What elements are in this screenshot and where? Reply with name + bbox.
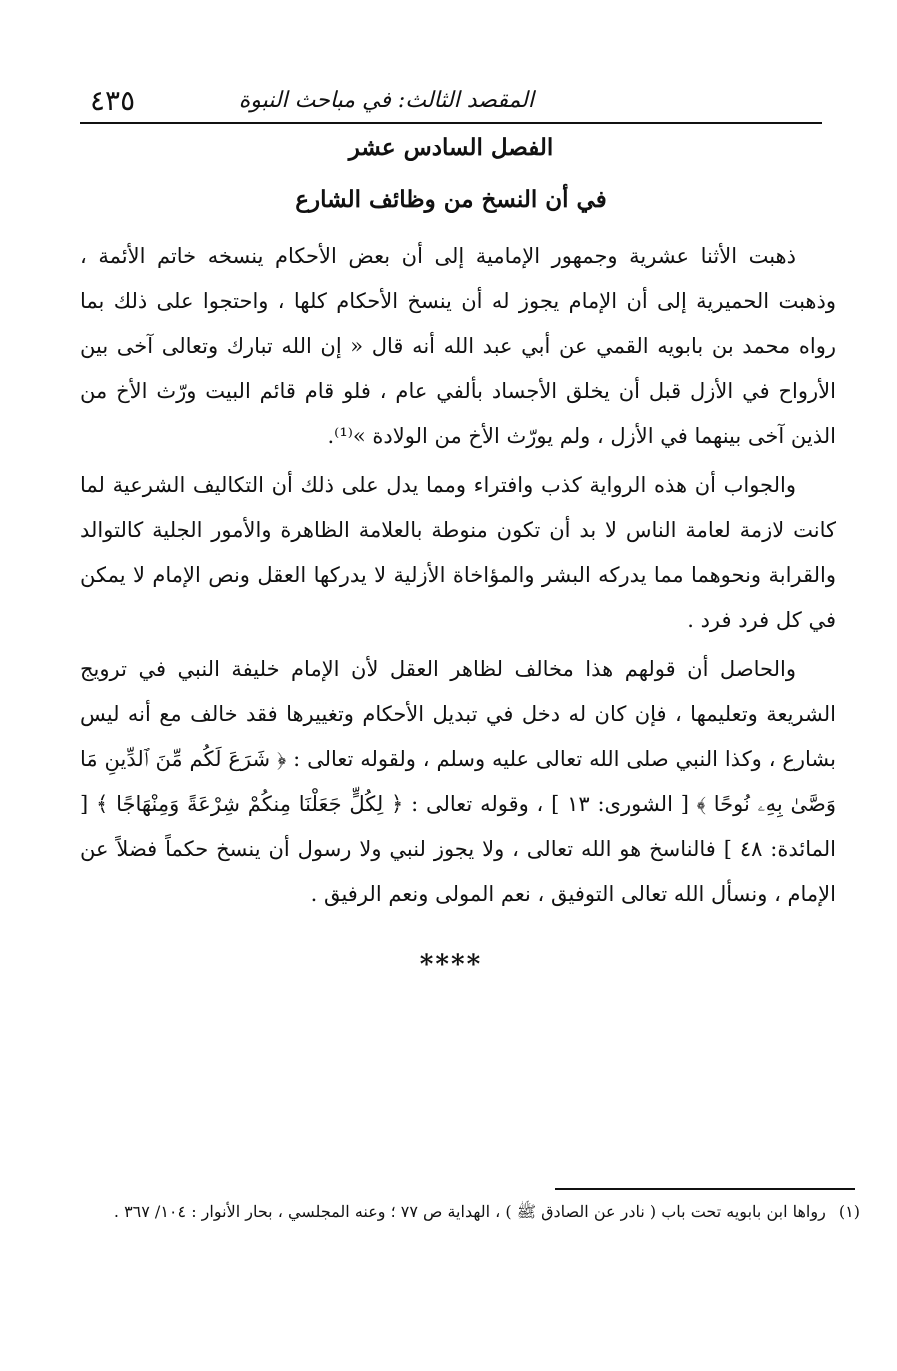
header-rule bbox=[80, 122, 822, 124]
paragraph: والحاصل أن قولهم هذا مخالف لظاهر العقل لأن الإمام خليفة النبي في ترويج الشريعة وتعليمها ، فإن كان له دخل في تبديل الأحكام وتغييرها فقد خالف مع أنه ليس بشارع ، وكذا النبي صلى الله تعالى عليه وسلم ، ولقوله تعالى : ﴿ شَرَعَ لَكُم مِّنَ ٱلدِّينِ مَا وَصَّىٰ بِهِۦ نُوحًا ﴾ [ الشورى: ١٣ ] ، وقوله تعالى : ﴿ لِكُلٍّ جَعَلْنَا مِنكُمْ شِرْعَةً وَمِنْهَاجًا ﴾ [ المائدة: ٤٨ ] فالناسخ هو الله تعالى ، ولا يجوز لنبي ولا رسول أن ينسخ حكماً فضلاً عن الإمام ، ونسأل الله تعالى التوفيق ، نعم المولى ونعم الرفيق . bbox=[80, 657, 836, 906]
paragraph: والجواب أن هذه الرواية كذب وافتراء ومما يدل على ذلك أن التكاليف الشرعية لما كانت لازمة لعامة الناس لا بد أن تكون منوطة بالعلامة الظاهرة والأمور الجلية كالتوالد والقرابة ونحوهما مما يدركه البشر والمؤاخاة الأزلية لا يدركها العقل ونص الإمام لا يمكن في كل فرد فرد . bbox=[80, 473, 836, 632]
footnote-marker: (١) bbox=[838, 1202, 860, 1221]
footnote bbox=[100, 1196, 860, 1228]
section-separator: **** bbox=[419, 950, 483, 980]
section-title: في أن النسخ من وظائف الشارع bbox=[295, 186, 607, 213]
footnote-text: رواها ابن بابويه تحت باب ( نادر عن الصادق ﷺ ) ، الهداية ص ٧٧ ؛ وعنه المجلسي ، بحار الأنوار : ١٠٤/ ٣٦٧ . bbox=[113, 1202, 826, 1221]
footnotes bbox=[100, 1196, 860, 1228]
body-text bbox=[80, 234, 836, 921]
page-header bbox=[80, 84, 822, 124]
page-number: ٤٣٥ bbox=[90, 84, 136, 117]
paragraph: ذهبت الأثنا عشرية وجمهور الإمامية إلى أن بعض الأحكام ينسخه خاتم الأئمة ، وذهبت الحميرية إلى أن الإمام يجوز له أن ينسخ الأحكام كلها ، واحتجوا على ذلك بما رواه محمد بن بابويه القمي عن أبي عبد الله أنه قال « إن الله تبارك وتعالى آخى بين الأرواح في الأزل قبل أن يخلق الأجساد بألفي عام ، فلو قام قائم البيت ورّث الأخ من الذين آخى بينهما في الأزل ، ولم يورّث الأخ من الولادة »⁽¹⁾. bbox=[80, 244, 836, 448]
running-title: المقصد الثالث: في مباحث النبوة bbox=[238, 88, 534, 113]
footnote-rule bbox=[555, 1188, 855, 1190]
chapter-title: الفصل السادس عشر bbox=[348, 134, 554, 161]
